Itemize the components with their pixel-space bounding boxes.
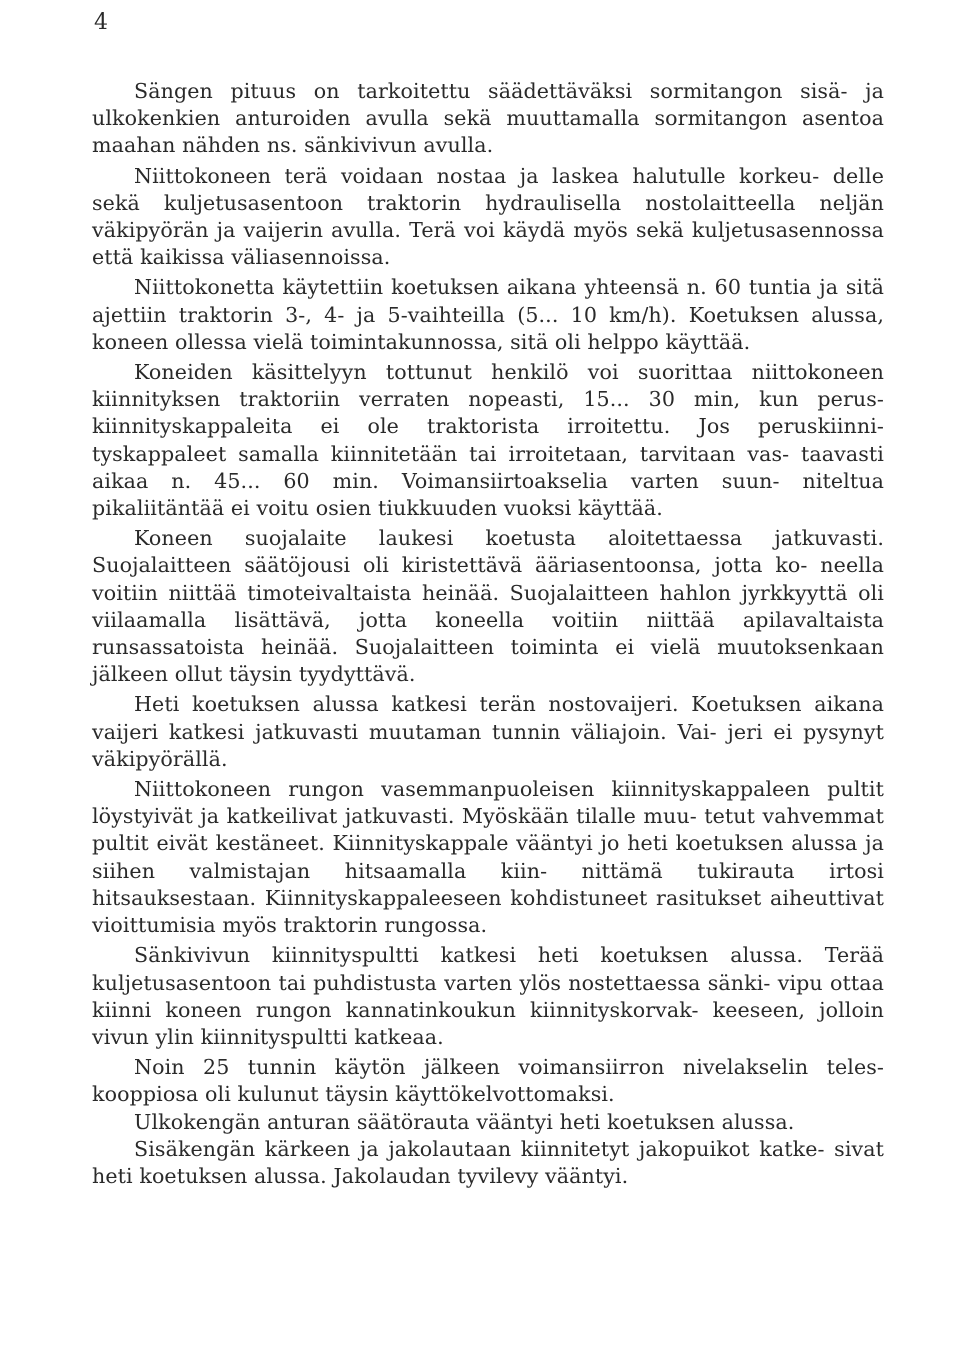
paragraph-2: Niittokoneen terä voidaan nostaa ja laskea halutulle korkeu- delle sekä kuljetusasentoon traktorin hydraulisella nostolaitteella neljän väkipyörän ja vaijerin avulla. Terä voi käydä myös sekä kuljetusasennossa että kaikissa väliasennoissa. bbox=[92, 163, 884, 270]
paragraph-4: Koneiden käsittelyyn tottunut henkilö voi suorittaa niittokoneen kiinnityksen traktoriin verraten nopeasti, 15... 30 min, kun perus- kiinnityskappaleita ei ole traktorista irroitettu. Jos peruskiinni- tyskappaleet samalla kiinnitetään tai irroitetaan, tarvitaan vas- taavasti aikaa n. 45... 60 min. Voimansiirtoakselia varten suun- niteltua pikaliitäntää ei voitu osien tiukkuuden vuoksi käyttää. bbox=[92, 360, 884, 521]
paragraph-5: Koneen suojalaite laukesi koetusta aloitettaessa jatkuvasti. Suojalaitteen säätöjousi oli kiristettävä ääriasentoonsa, jotta ko- neella voitiin niittää timoteivaltaista heinää. Suojalaitteen hahlon jyrkkyyttä oli viilaamalla lisättävä, jotta koneella voitiin niittää apilavaltaista runsassatoista heinää. Suojalaitteen toiminta ei vielä muutoksenkaan jälkeen ollut täysin tyydyttävä. bbox=[92, 526, 884, 687]
paragraph-7: Niittokoneen rungon vasemmanpuoleisen kiinnityskappaleen pultit löystyivät ja katkeilivat jatkuvasti. Myöskään tilalle muu- tetut vahvemmat pultit eivät kestäneet. Kiinnityskappale vääntyi jo heti koetuksen alussa ja siihen valmistajan hitsaamalla kiin- nittämä tukirauta irtosi hitsauksestaan. Kiinnityskappaleeseen kohdistuneet rasitukset aiheuttivat vioittumisia myös traktorin rungossa. bbox=[92, 777, 884, 938]
paragraph-9: Noin 25 tunnin käytön jälkeen voimansiirron nivelakselin teles- kooppiosa oli kulunut täysin käyttökelvottomaksi. bbox=[92, 1055, 884, 1107]
paragraph-10: Ulkokengän anturan säätörauta vääntyi heti koetuksen alussa. bbox=[134, 1109, 795, 1134]
paragraph-6: Heti koetuksen alussa katkesi terän nostovaijeri. Koetuksen aikana vaijeri katkesi jatkuvasti muutaman tunnin väliajoin. Vai- jeri ei pysynyt väkipyörällä. bbox=[92, 692, 884, 771]
paragraph-3: Niittokonetta käytettiin koetuksen aikana yhteensä n. 60 tuntia ja sitä ajettiin traktorin 3-, 4- ja 5-vaihteilla (5... 10 km/h). Koetuksen alussa, koneen ollessa vielä toimintakunnossa, sitä oli helppo käyttää. bbox=[92, 275, 884, 354]
page-number: 4 bbox=[94, 10, 108, 35]
paragraph-1: Sängen pituus on tarkoitettu säädettäväksi sormitangon sisä- ja ulkokenkien anturoiden avulla sekä muuttamalla sormitangon asentoa maahan nähden ns. sänkivivun avulla. bbox=[92, 79, 884, 158]
body-text bbox=[92, 78, 884, 1190]
paragraph-8: Sänkivivun kiinnityspultti katkesi heti koetuksen alussa. Terää kuljetusasentoon tai puhdistusta varten ylös nostettaessa sänki- vipu ottaa kiinni koneen rungon kannatinkoukun kiinnityskorvak- keeseen, jolloin vivun ylin kiinnityspultti katkeaa. bbox=[92, 943, 884, 1049]
paragraph-11: Sisäkengän kärkeen ja jakolautaan kiinnitetyt jakopuikot katke- sivat heti koetuksen alussa. Jakolaudan tyvilevy vääntyi. bbox=[92, 1136, 884, 1188]
